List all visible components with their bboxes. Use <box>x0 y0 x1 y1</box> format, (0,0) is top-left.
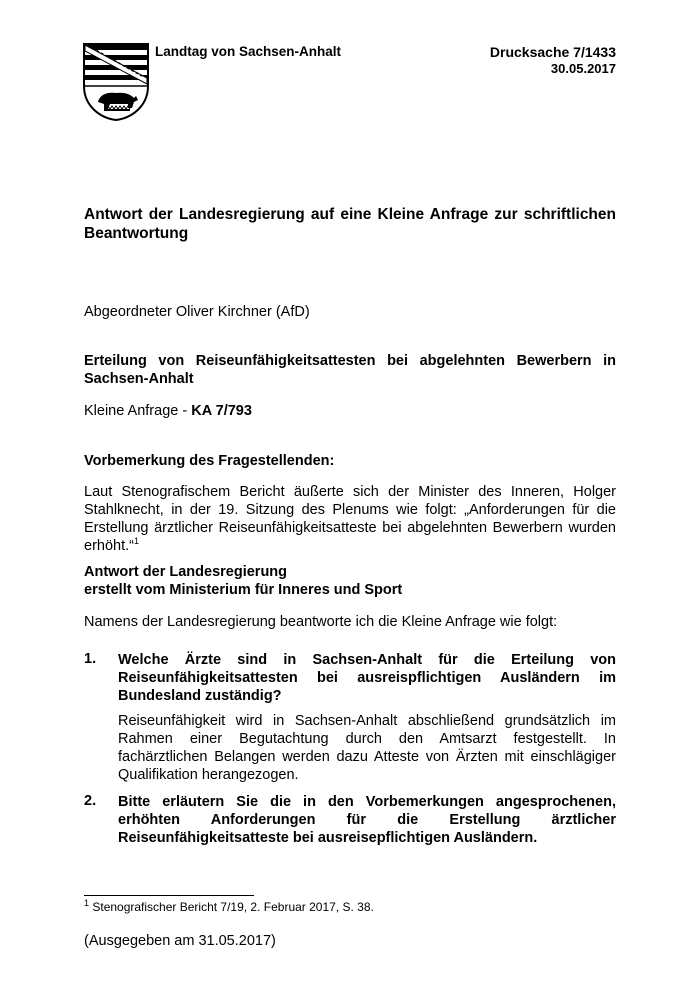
anfrage-prefix: Kleine Anfrage - <box>84 403 192 419</box>
subject: Erteilung von Reiseunfähigkeitsattesten bei abgelehnten Bewerbern in Sachsen-Anhalt <box>84 353 616 387</box>
document-title: Antwort der Landesregierung auf eine Kleine Anfrage zur schriftlichen Beantwortung <box>84 206 616 242</box>
coat-of-arms-icon <box>82 42 150 122</box>
document-date: 30.05.2017 <box>550 61 616 76</box>
question-text: Welche Ärzte sind in Sachsen-Anhalt für die Erteilung von Reiseunfähigkeitsattesten bei ausreispflichtigen Ausländern im Bundesland zuständig? <box>118 652 616 704</box>
question-number: 1. <box>84 651 97 667</box>
footnote-reference: 1 <box>133 536 139 547</box>
intro-text: Namens der Landesregierung beantworte ich die Kleine Anfrage wie folgt: <box>84 614 558 630</box>
prelim-paragraph <box>84 483 616 555</box>
footnote-mark: 1 <box>84 898 90 908</box>
answer-heading-line-1: Antwort der Landesregierung <box>84 564 288 580</box>
document-number-block <box>490 44 616 76</box>
author: Abgeordneter Oliver Kirchner (AfD) <box>84 304 310 320</box>
footnote-text: Stenografischer Bericht 7/19, 2. Februar 2017, S. 38. <box>89 900 374 914</box>
answer-text: Reiseunfähigkeit wird in Sachsen-Anhalt abschließend grundsätzlich im Rahmen einer Begutachtung durch den Amtsarzt festgestellt. In fachärztlichen Belangen werden dazu Atteste von Ärzten mit einschlägiger Qualifikation herangezogen. <box>118 713 616 783</box>
question-text: Bitte erläutern Sie die in den Vorbemerkungen angesprochenen, erhöhten Anforderungen für die Erstellung ärztlicher Reiseunfähigkeitsatteste bei ausreisepflichtigen Ausländern. <box>118 794 616 846</box>
anfrage-line <box>84 402 616 420</box>
parliament-name: Landtag von Sachsen-Anhalt <box>155 44 342 59</box>
prelim-heading: Vorbemerkung des Fragestellenden: <box>84 453 335 469</box>
issued-date: (Ausgegeben am 31.05.2017) <box>84 933 276 949</box>
anfrage-id: KA 7/793 <box>191 403 252 419</box>
footnote-divider <box>84 895 254 896</box>
question-number: 2. <box>84 793 97 809</box>
footnote <box>84 900 374 914</box>
answer-heading <box>84 563 616 599</box>
answer-heading-line-2: erstellt vom Ministerium für Inneres und Sport <box>84 582 403 598</box>
prelim-text: Laut Stenografischem Bericht äußerte sich der Minister des Inneren, Holger Stahlknecht, in der 19. Sitzung des Plenums wie folgt: „Anforderungen für die Erstellung ärztlicher Reiseunfähigkeitsatteste bei abgelehnten Bewerbern wurden erhöht.“ <box>84 484 616 554</box>
drucksache-number: Drucksache 7/1433 <box>489 44 616 60</box>
